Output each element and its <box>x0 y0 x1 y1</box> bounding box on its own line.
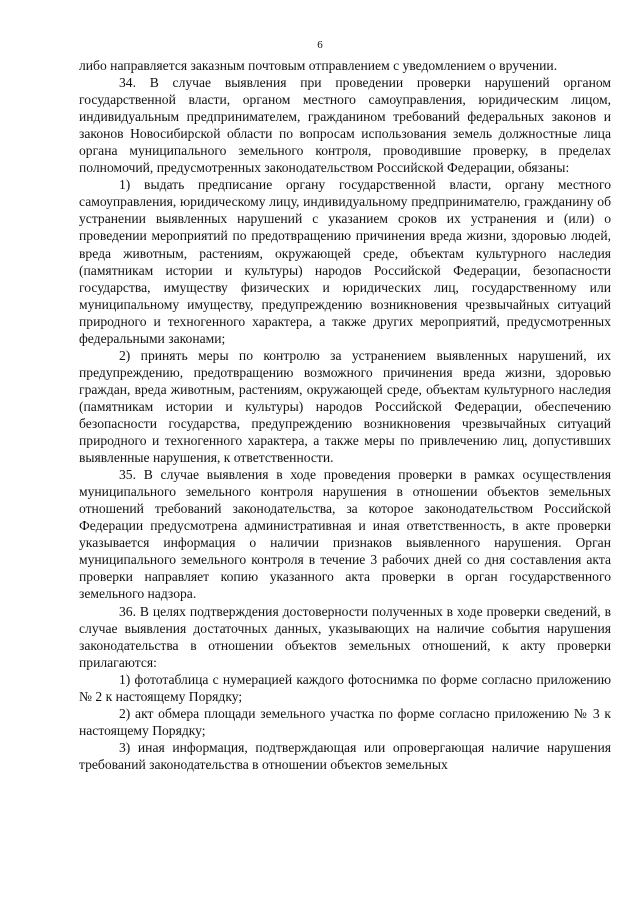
paragraph-clause-36-item-2: 2) акт обмера площади земельного участка по форме согласно приложению № 3 к настоящему Порядку; <box>79 705 611 738</box>
page-number: 6 <box>317 39 323 51</box>
paragraph-clause-36-item-3: 3) иная информация, подтверждающая или опровергающая наличие нарушения требований законодательства в отношении объектов земельных <box>79 739 611 772</box>
document-body <box>79 57 611 773</box>
paragraph-clause-36: 36. В целях подтверждения достоверности полученных в ходе проверки сведений, в случае выявления достаточных данных, указывающих на наличие события нарушения законодательства в отношении объектов земельных отношений, к акту проверки прилагаются: <box>79 603 611 670</box>
paragraph-clause-34-item-2: 2) принять меры по контролю за устранением выявленных нарушений, их предупреждению, предотвращению возможного причинения вреда жизни, здоровью граждан, вреда животным, растениям, окружающей среде, объектам культурного наследия (памятникам истории и культуры) народов Российской Федерации, обеспечению безопасности государства, предупреждению возникновения чрезвычайных ситуаций природного и техногенного характера, а также меры по привлечению лиц, допустивших выявленные нарушения, к ответственности. <box>79 347 611 466</box>
paragraph-continuation: либо направляется заказным почтовым отправлением с уведомлением о вручении. <box>79 58 558 73</box>
paragraph-clause-36-item-1: 1) фототаблица с нумерацией каждого фотоснимка по форме согласно приложению № 2 к настоящему Порядку; <box>79 671 611 704</box>
paragraph-clause-35: 35. В случае выявления в ходе проведения проверки в рамках осуществления муниципального земельного контроля нарушения в отношении объектов земельных отношений требований законодательства, за которое законодательством Российской Федерации предусмотрена административная и иная ответственность, в акте проверки указывается информация о наличии признаков выявленного нарушения. Орган муниципального земельного контроля в течение 3 рабочих дней со дня составления акта проверки направляет копию указанного акта проверки в орган государственного земельного надзора. <box>79 467 611 602</box>
paragraph-clause-34: 34. В случае выявления при проведении проверки нарушений органом государственной власти, органом местного самоуправления, юридическим лицом, индивидуальным предпринимателем, гражданином требований федеральных законов и законов Новосибирской области по вопросам использования земель должностные лица органа муниципального земельного контроля, проводившие проверку, в пределах полномочий, предусмотренных законодательством Российской Федерации, обязаны: <box>79 75 611 176</box>
paragraph-clause-34-item-1: 1) выдать предписание органу государственной власти, органу местного самоуправления, юридическому лицу, индивидуальному предпринимателю, гражданину об устранении выявленных нарушений с указанием сроков их устранения и (или) о проведении мероприятий по предотвращению причинения вреда жизни, здоровью людей, вреда животным, растениям, окружающей среде, объектам культурного наследия (памятникам истории и культуры) народов Российской Федерации, безопасности государства, имуществу физических и юридических лиц, государственному или муниципальному имуществу, предупреждению возникновения чрезвычайных ситуаций природного и техногенного характера, а также других мероприятий, предусмотренных федеральными законами; <box>79 177 611 346</box>
